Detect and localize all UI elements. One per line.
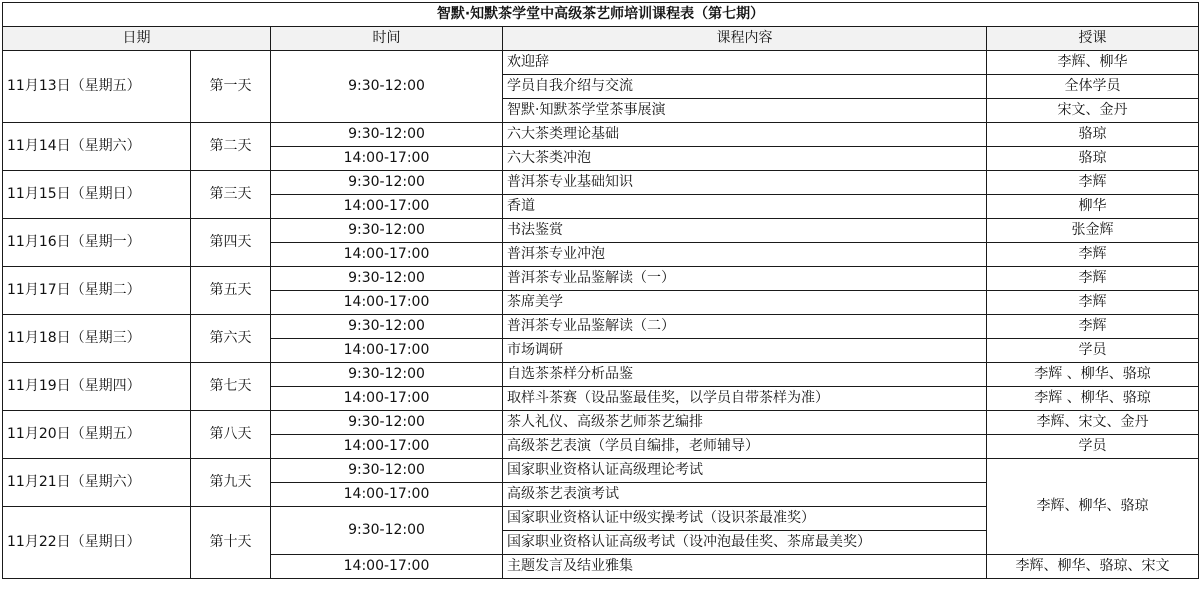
content-cell: 茶席美学 [503,291,987,315]
day-cell: 第九天 [191,459,271,507]
time-cell: 9:30-12:00 [271,171,503,195]
time-cell: 9:30-12:00 [271,219,503,243]
content-cell: 高级茶艺表演考试 [503,483,987,507]
header-time: 时间 [271,27,503,51]
table-row [3,315,1199,339]
time-cell: 9:30-12:00 [271,507,503,555]
time-cell: 14:00-17:00 [271,243,503,267]
time-cell: 9:30-12:00 [271,123,503,147]
title-row [3,3,1199,27]
date-cell: 11月18日（星期三） [3,315,191,363]
table-row [3,219,1199,243]
content-cell: 自选茶茶样分析品鉴 [503,363,987,387]
time-cell: 14:00-17:00 [271,483,503,507]
time-cell: 14:00-17:00 [271,435,503,459]
content-cell: 茶人礼仪、高级茶艺师茶艺编排 [503,411,987,435]
teacher-cell: 学员 [987,435,1199,459]
content-cell: 高级茶艺表演（学员自编排，老师辅导） [503,435,987,459]
time-cell: 14:00-17:00 [271,195,503,219]
time-cell: 9:30-12:00 [271,267,503,291]
content-cell: 取样斗茶赛（设品鉴最佳奖，以学员自带茶样为准） [503,387,987,411]
content-cell: 国家职业资格认证高级考试（设冲泡最佳奖、茶席最美奖） [503,531,987,555]
content-cell: 六大茶类理论基础 [503,123,987,147]
content-cell: 香道 [503,195,987,219]
time-cell: 9:30-12:00 [271,51,503,123]
teacher-cell: 骆琼 [987,147,1199,171]
content-cell: 普洱茶专业品鉴解读（二） [503,315,987,339]
day-cell: 第八天 [191,411,271,459]
day-cell: 第三天 [191,171,271,219]
time-cell: 9:30-12:00 [271,363,503,387]
content-cell: 六大茶类冲泡 [503,147,987,171]
header-teacher: 授课 [987,27,1199,51]
content-cell: 学员自我介绍与交流 [503,75,987,99]
teacher-cell: 宋文、金丹 [987,99,1199,123]
date-cell: 11月14日（星期六） [3,123,191,171]
time-cell: 14:00-17:00 [271,291,503,315]
content-cell: 普洱茶专业基础知识 [503,171,987,195]
table-row [3,123,1199,147]
course-schedule-table [2,2,1199,579]
teacher-cell: 柳华 [987,195,1199,219]
teacher-cell: 李辉 [987,315,1199,339]
date-cell: 11月16日（星期一） [3,219,191,267]
table-row [3,363,1199,387]
table-row [3,267,1199,291]
teacher-cell: 李辉 [987,291,1199,315]
content-cell: 智默·知默茶学堂茶事展演 [503,99,987,123]
content-cell: 欢迎辞 [503,51,987,75]
teacher-cell: 李辉 [987,267,1199,291]
teacher-cell: 李辉 [987,171,1199,195]
table-title: 智默·知默茶学堂中高级茶艺师培训课程表（第七期） [3,3,1199,27]
time-cell: 14:00-17:00 [271,147,503,171]
day-cell: 第十天 [191,507,271,579]
day-cell: 第五天 [191,267,271,315]
teacher-cell: 李辉 [987,243,1199,267]
teacher-cell: 骆琼 [987,123,1199,147]
content-cell: 国家职业资格认证高级理论考试 [503,459,987,483]
date-cell: 11月13日（星期五） [3,51,191,123]
content-cell: 普洱茶专业品鉴解读（一） [503,267,987,291]
day-cell: 第一天 [191,51,271,123]
date-cell: 11月22日（星期日） [3,507,191,579]
teacher-cell: 全体学员 [987,75,1199,99]
time-cell: 9:30-12:00 [271,411,503,435]
day-cell: 第七天 [191,363,271,411]
teacher-cell: 李辉、柳华 [987,51,1199,75]
content-cell: 普洱茶专业冲泡 [503,243,987,267]
time-cell: 9:30-12:00 [271,459,503,483]
date-cell: 11月15日（星期日） [3,171,191,219]
table-row [3,411,1199,435]
time-cell: 14:00-17:00 [271,339,503,363]
content-cell: 市场调研 [503,339,987,363]
table-row [3,459,1199,483]
teacher-cell: 学员 [987,339,1199,363]
table-row [3,51,1199,75]
date-cell: 11月19日（星期四） [3,363,191,411]
day-cell: 第二天 [191,123,271,171]
teacher-cell: 李辉 、柳华、骆琼 [987,387,1199,411]
date-cell: 11月21日（星期六） [3,459,191,507]
day-cell: 第四天 [191,219,271,267]
content-cell: 书法鉴赏 [503,219,987,243]
content-cell: 国家职业资格认证中级实操考试（设识茶最准奖） [503,507,987,531]
header-date: 日期 [3,27,271,51]
header-content: 课程内容 [503,27,987,51]
table-row [3,171,1199,195]
date-cell: 11月20日（星期五） [3,411,191,459]
teacher-cell: 李辉 、柳华、骆琼 [987,363,1199,387]
day-cell: 第六天 [191,315,271,363]
teacher-cell: 李辉、宋文、金丹 [987,411,1199,435]
time-cell: 14:00-17:00 [271,555,503,579]
time-cell: 9:30-12:00 [271,315,503,339]
header-row [3,27,1199,51]
date-cell: 11月17日（星期二） [3,267,191,315]
content-cell: 主题发言及结业雅集 [503,555,987,579]
time-cell: 14:00-17:00 [271,387,503,411]
teacher-cell-merged: 李辉、柳华、骆琼 [987,459,1199,555]
teacher-cell: 李辉、柳华、骆琼、宋文 [987,555,1199,579]
teacher-cell: 张金辉 [987,219,1199,243]
